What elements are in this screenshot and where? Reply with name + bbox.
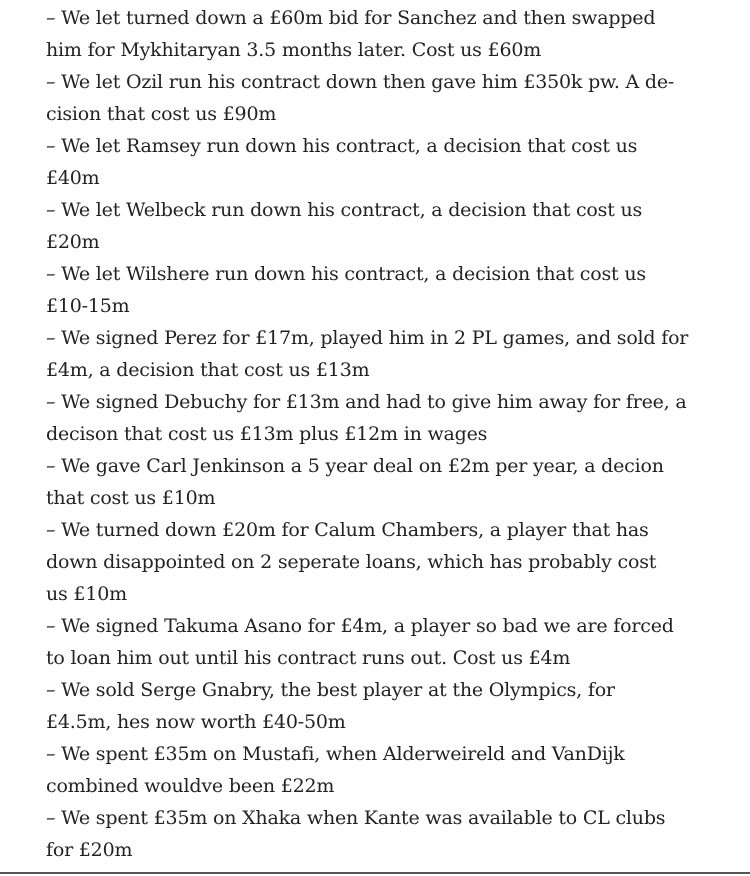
list-item [46, 66, 740, 130]
list-item [46, 130, 740, 194]
text-line: – We spent £35m on Mustafi, when Alderweireld and VanDijk [46, 743, 625, 765]
text-line: cision that cost us £90m [46, 103, 277, 125]
text-line: – We signed Perez for £17m, played him in 2 PL games, and sold for [46, 327, 689, 349]
text-line: – We let Wilshere run down his contract, a decision that cost us [46, 263, 646, 285]
text-line: – We gave Carl Jenkinson a 5 year deal on £2m per year, a decion [46, 455, 664, 477]
text-line: – We let Ozil run his contract down then gave him £350k pw. A de- [46, 71, 675, 93]
text-line: £10-15m [46, 295, 130, 317]
text-line: for £20m [46, 839, 133, 861]
text-line: £20m [46, 231, 100, 253]
list-item [46, 802, 740, 866]
list-item [46, 194, 740, 258]
text-line: – We signed Debuchy for £13m and had to give him away for free, a [46, 391, 687, 413]
text-line: £40m [46, 167, 100, 189]
text-line: down disappointed on 2 seperate loans, which has probably cost [46, 551, 657, 573]
list-item [46, 514, 740, 610]
text-line: that cost us £10m [46, 487, 216, 509]
text-line: – We let Ramsey run down his contract, a decision that cost us [46, 135, 638, 157]
text-line: us £10m [46, 583, 127, 605]
text-line: – We sold Serge Gnabry, the best player at the Olympics, for [46, 679, 615, 701]
text-line: – We let turned down a £60m bid for Sanchez and then swapped [46, 7, 656, 29]
text-line: him for Mykhitaryan 3.5 months later. Cost us £60m [46, 39, 542, 61]
list-item [46, 610, 740, 674]
text-line: £4m, a decision that cost us £13m [46, 359, 370, 381]
list-item [46, 450, 740, 514]
text-line: to loan him out until his contract runs out. Cost us £4m [46, 647, 571, 669]
text-line: – We signed Takuma Asano for £4m, a player so bad we are forced [46, 615, 674, 637]
text-line: – We let Welbeck run down his contract, a decision that cost us [46, 199, 643, 221]
list-item [46, 2, 740, 66]
text-line: combined wouldve been £22m [46, 775, 335, 797]
list-item [46, 258, 740, 322]
list-item [46, 674, 740, 738]
bottom-divider [0, 872, 750, 874]
text-line: decison that cost us £13m plus £12m in wages [46, 423, 488, 445]
text-line: £4.5m, hes now worth £40-50m [46, 711, 346, 733]
text-line: – We spent £35m on Xhaka when Kante was available to CL clubs [46, 807, 666, 829]
list-item [46, 386, 740, 450]
list-item [46, 738, 740, 802]
list-item [46, 322, 740, 386]
text-line: – We turned down £20m for Calum Chambers, a player that has [46, 519, 649, 541]
